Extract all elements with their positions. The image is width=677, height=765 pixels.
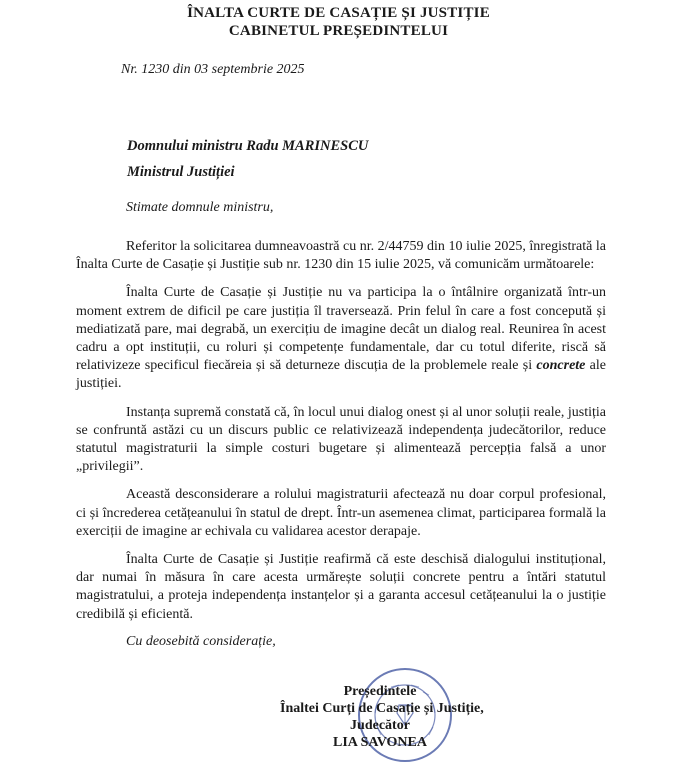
paragraph-refusal-tail: ale justiției. (76, 358, 607, 392)
addressee-name: Domnului ministru Radu MARINESCU (127, 138, 369, 154)
signatory-role: Președintele (343, 684, 417, 699)
paragraph-reaffirmation: Înalta Curte de Casație și Justiție reafirmă că este deschisă dialogului instituțional, dar numai în măsura în care acesta urmărește soluții concrete pentru a întări statutul magistratului, a proteja independența instanțelor și a garanta accesul cetățeanului la o justiție credibilă și eficientă. (76, 552, 606, 622)
letterhead (0, 4, 677, 40)
letter-body (76, 238, 606, 634)
paragraph-refusal-text: Înalta Curte de Casație și Justiție nu va participa la o întâlnire organizată într-un moment extrem de dificil pe care justiția îl traversează. Prin felul în care a fost concepută și mediatizată pare, mai degrabă, un exercițiu de imagine decât un dialog real. Reunirea în acest cadru a opt instituții, cu roluri și competențe fundamentale, dar cu totul diferite, riscă să relativizeze specificul fiecăreia și să deturneze discuția de la problemele reale și (76, 285, 606, 374)
institution-name: ÎNALTA CURTE DE CASAȚIE ȘI JUSTIȚIE (187, 5, 490, 21)
signatory-name: LIA SAVONEA (333, 735, 427, 750)
signature-block (280, 683, 484, 751)
office-name: CABINETUL PREȘEDINTELUI (228, 23, 449, 39)
paragraph-intro: Referitor la solicitarea dumneavoastră cu nr. 2/44759 din 10 iulie 2025, înregistrată la Înalta Curte de Casație și Justiție sub nr. 1230 din 15 iulie 2025, vă comunicăm următoarele: (76, 239, 606, 273)
signatory-rank: Judecător (350, 718, 410, 733)
emphasis-word: concrete (536, 358, 586, 374)
paragraph-finding: Instanța supremă constată că, în locul unui dialog onest și al unor soluții reale, justiția se confruntă astăzi cu un discurs public ce relativizează independența judecătorilor, reduce statutul magistraturii la simple costuri bugetare și alimentează percepția falsă a unor „privilegii”. (76, 404, 606, 475)
salutation: Stimate domnule ministru, (126, 200, 274, 215)
closing-formula: Cu deosebită considerație, (126, 634, 276, 649)
paragraph-consequence: Această desconsiderare a rolului magistraturii afectează nu doar corpul profesional, ci și încrederea cetățeanului în statul de drept. Într-un asemenea climat, participarea formală la exerciții de imagine ar echivala cu validarea acestor derapaje. (76, 487, 606, 539)
addressee-title: Ministrul Justiției (127, 164, 235, 180)
registration-number: Nr. 1230 din 03 septembrie 2025 (121, 62, 305, 77)
signatory-institution: Înaltei Curți de Casație și Justiție, (280, 701, 484, 716)
paragraph-refusal (76, 284, 606, 393)
addressee-block (127, 133, 368, 185)
